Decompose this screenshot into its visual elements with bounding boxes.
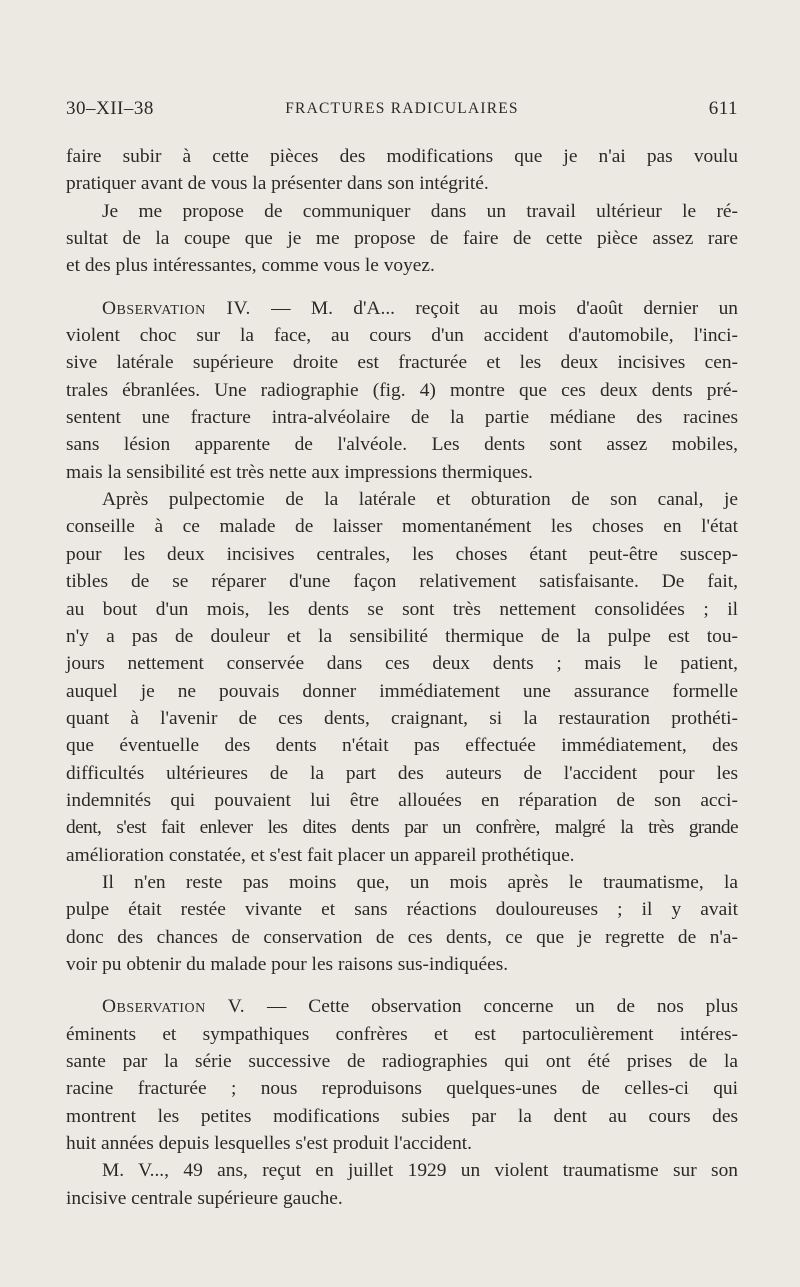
text-line: montrent les petites modifications subies par la dent au cours des <box>66 1105 738 1127</box>
text-line: pulpe était restée vivante et sans réactions douloureuses ; il y avait <box>66 899 738 921</box>
text-line: faire subir à cette pièces des modifications que je n'ai pas voulu <box>66 146 738 167</box>
text-line: trales ébranlées. Une radiographie (fig. 4) montre que ces deux dents pré- <box>66 379 738 401</box>
text-line: pour les deux incisives centrales, les choses étant peut-être suscep- <box>66 543 738 565</box>
header-date: 30–XII–38 <box>66 98 154 119</box>
text-line: n'y a pas de douleur et la sensibilité thermique de la pulpe est tou- <box>66 625 738 647</box>
text-line: quant à l'avenir de ces dents, craignant, si la restauration prothéti- <box>66 707 738 729</box>
text-line: difficultés ultérieures de la part des auteurs de l'accident pour les <box>66 762 738 784</box>
text-line: sultat de la coupe que je me propose de faire de cette pièce assez rare <box>66 228 738 250</box>
observation-5-heading: Observation V. <box>102 996 246 1018</box>
running-head <box>66 98 738 126</box>
text-line: sive latérale supérieure droite est fracturée et les deux incisives cen- <box>66 352 738 374</box>
text-line: Il n'en reste pas moins que, un mois après le traumatisme, la <box>102 871 738 893</box>
observation-5-first-line <box>66 993 738 1020</box>
section-gap <box>66 280 738 295</box>
text-line: sante par la série successive de radiographies qui ont été prises de la <box>66 1051 738 1072</box>
text-line: M. V..., 49 ans, reçut en juillet 1929 un violent traumatisme sur son <box>102 1160 738 1182</box>
text-line: éminents et sympathiques confrères et est partoculièrement intéres- <box>66 1023 738 1045</box>
text-line: tibles de se réparer d'une façon relativement satisfaisante. De fait, <box>66 571 738 593</box>
header-title: FRACTURES RADICULAIRES <box>285 100 519 117</box>
text-line: et des plus intéressantes, comme vous le voyez. <box>66 255 435 277</box>
text-line: que éventuelle des dents n'était pas effectuée immédiatement, des <box>66 735 738 757</box>
text-fragment: — Cette observation concerne un de nos plus <box>245 996 739 1018</box>
text-line: indemnités qui pouvaient lui être allouées en réparation de son acci- <box>66 789 738 811</box>
text-line: Je me propose de communiquer dans un travail ultérieur le ré- <box>102 200 738 222</box>
text-line: jours nettement conservée dans ces deux dents ; mais le patient, <box>66 653 738 675</box>
text-line: voir pu obtenir du malade pour les raisons sus-indiquées. <box>66 953 509 975</box>
text-line: violent choc sur la face, au cours d'un accident d'automobile, l'inci- <box>66 325 738 347</box>
text-line: mais la sensibilité est très nette aux impressions thermiques. <box>66 461 533 483</box>
text-line: Après pulpectomie de la latérale et obturation de son canal, je <box>102 489 738 511</box>
text-line: sentent une fracture intra-alvéolaire de la partie médiane des racines <box>66 407 738 429</box>
text-line: auquel je ne pouvais donner immédiatement une assurance formelle <box>66 680 738 702</box>
body-text <box>66 143 738 1212</box>
page-number: 611 <box>708 98 738 119</box>
text-line: racine fracturée ; nous reproduisons quelques-unes de celles-ci qui <box>66 1078 738 1100</box>
text-line: huit années depuis lesquelles s'est produit l'accident. <box>66 1133 473 1155</box>
text-line: conseille à ce malade de laisser momentanément les choses en l'état <box>66 516 738 538</box>
text-line: pratiquer avant de vous la présenter dans son intégrité. <box>66 173 489 195</box>
section-gap <box>66 978 738 993</box>
text-line: au bout d'un mois, les dents se sont très nettement consolidées ; il <box>66 598 738 620</box>
text-line: sans lésion apparente de l'alvéole. Les dents sont assez mobiles, <box>66 434 738 456</box>
observation-4-heading: Observation IV. <box>102 297 251 319</box>
text-fragment: — M. d'A... reçoit au mois d'août dernier un <box>250 297 738 319</box>
text-line: dent, s'est fait enlever les dites dents par un confrère, malgré la très grande <box>66 817 738 839</box>
text-line: amélioration constatée, et s'est fait placer un appareil prothétique. <box>66 844 575 866</box>
text-line: incisive centrale supérieure gauche. <box>66 1187 343 1209</box>
text-line: donc des chances de conservation de ces dents, ce que je regrette de n'a- <box>66 926 738 948</box>
observation-4-first-line <box>66 295 738 322</box>
